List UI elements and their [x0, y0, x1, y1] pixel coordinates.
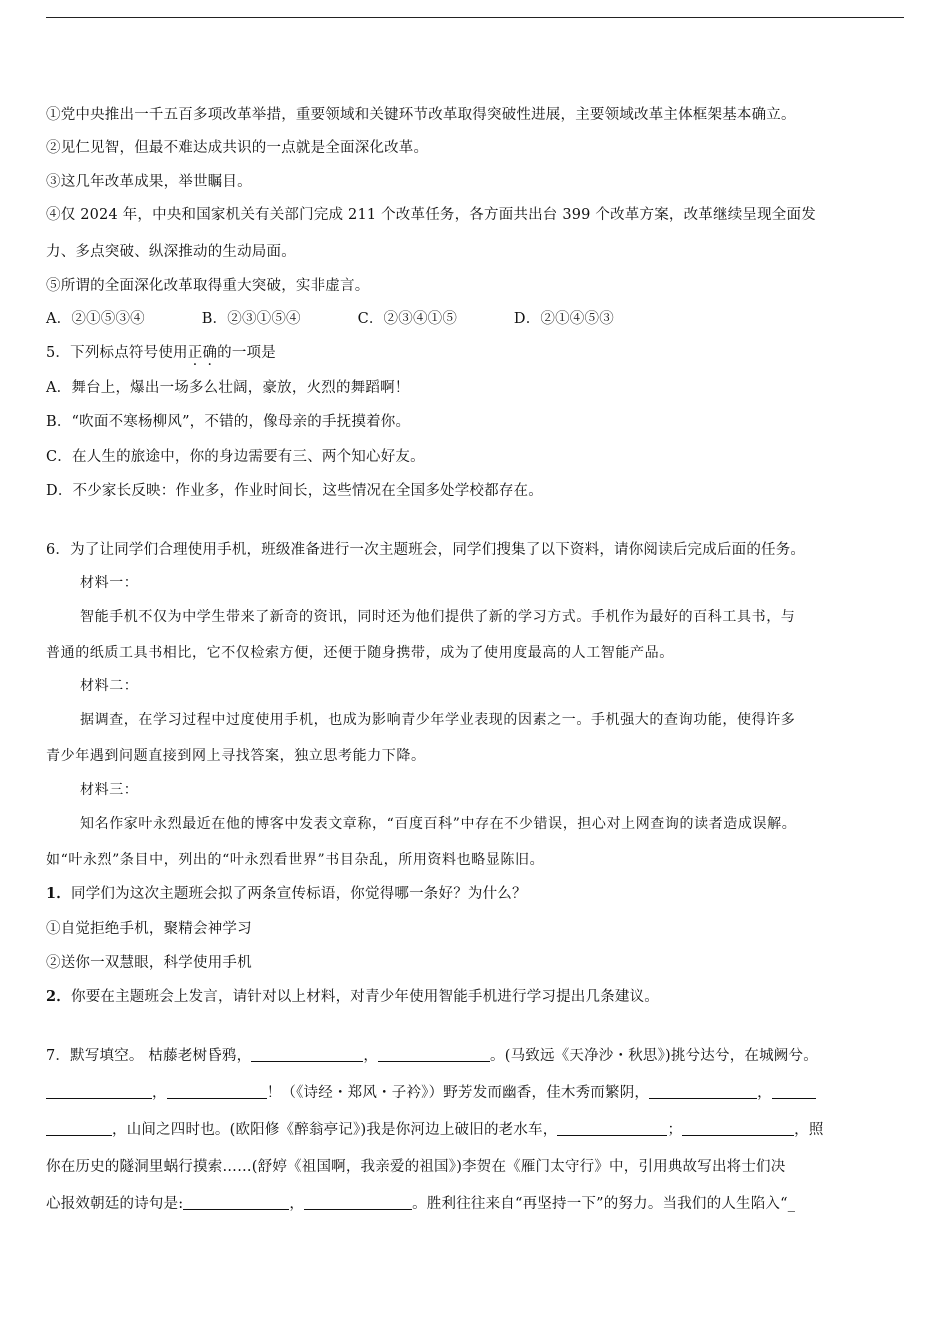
q6-material-2-line-2: 青少年遇到问题直接到网上寻找答案，独立思考能力下降。 [46, 748, 426, 764]
q6-material-3-line-1: 知名作家叶永烈最近在他的博客中发表文章称，“百度百科”中存在不少错误，担心对上网查询的读者造成误解。 [80, 816, 797, 832]
fill-blank[interactable] [183, 1195, 289, 1210]
q6-task-2 [46, 985, 659, 1006]
q6-slogan-1: ①自觉拒绝手机，聚精会神学习 [46, 921, 252, 937]
q7-line-3 [46, 1118, 824, 1139]
q7-l2-a: ， [152, 1085, 167, 1101]
q5-stem-before: 5．下列标点符号使用 [46, 345, 188, 361]
q6-task-2-number: 2． [46, 988, 71, 1005]
q7-l5-c: 。胜利往往来自“再坚持一下”的努力。当我们的人生陷入“ [412, 1196, 788, 1212]
q4-option-d: D．②①④⑤③ [513, 311, 614, 327]
q7-line-5 [46, 1192, 795, 1213]
fill-blank[interactable] [167, 1084, 267, 1099]
fill-blank[interactable] [46, 1121, 112, 1136]
q6-task-1 [46, 882, 527, 903]
q6-material-1-title: 材料一： [80, 575, 139, 591]
q6-material-3-title: 材料三： [80, 782, 139, 798]
q6-slogan-2: ②送你一双慧眼，科学使用手机 [46, 955, 252, 971]
q6-material-1-line-1: 智能手机不仅为中学生带来了新奇的资讯，同时还为他们提供了新的学习方式。手机作为最好的百科工具书，与 [80, 609, 796, 625]
q5-option-c: C．在人生的旅途中，你的身边需要有三、两个知心好友。 [46, 449, 425, 465]
q5-option-b: B．“吹面不寒杨柳风”，不错的，像母亲的手抚摸着你。 [46, 414, 411, 430]
q7-l1-b: ， [363, 1048, 379, 1064]
q7-line-1 [46, 1044, 818, 1065]
q4-item-4-cont: 力、多点突破、纵深推动的生动局面。 [46, 244, 296, 260]
q7-l1-c: 。(马致远《天净沙・秋思》)挑兮达兮，在城阙兮。 [490, 1048, 818, 1064]
fill-blank[interactable] [557, 1121, 667, 1136]
fill-blank[interactable] [682, 1121, 794, 1136]
q5-stem-after: 的一项是 [217, 345, 276, 361]
q6-stem: 6．为了让同学们合理使用手机，班级准备进行一次主题班会，同学们搜集了以下资料，请你阅读后完成后面的任务。 [46, 542, 806, 558]
fill-blank[interactable] [304, 1195, 412, 1210]
q7-l5-b: ， [289, 1196, 305, 1212]
q4-option-c: C．②③④①⑤ [357, 311, 458, 327]
fill-blank[interactable] [251, 1047, 363, 1062]
q5-option-a: A．舞台上，爆出一场多么壮阔，豪放，火烈的舞蹈啊！ [46, 380, 410, 396]
fill-blank[interactable] [772, 1084, 816, 1099]
q4-item-5: ⑤所谓的全面深化改革取得重大突破，实非虚言。 [46, 278, 370, 294]
q6-task-2-text: 你要在主题班会上发言，请针对以上材料，对青少年使用智能手机进行学习提出几条建议。 [71, 989, 659, 1005]
fill-blank[interactable] [46, 1084, 152, 1099]
q6-material-3-line-2: 如“叶永烈”条目中，列出的“叶永烈看世界”书目杂乱，所用资料也略显陈旧。 [46, 852, 545, 868]
q7-line-2 [46, 1081, 816, 1102]
header-rule [46, 17, 904, 18]
q5-option-d: D．不少家长反映：作业多，作业时间长，这些情况在全国多处学校都存在。 [46, 483, 543, 499]
q7-l5-a: 心报效朝廷的诗句是: [46, 1196, 184, 1212]
q4-item-4: ④仅 2024 年，中央和国家机关有关部门完成 211 个改革任务，各方面共出台 399 个改革方案，改革继续呈现全面发 [46, 207, 816, 223]
q5-stem-emph-1: 正 [187, 345, 203, 361]
q7-l2-c: ， [757, 1085, 772, 1101]
q5-stem [46, 341, 276, 362]
q7-l5-d: _ [787, 1196, 796, 1212]
q7-l1-a: 7．默写填空。 枯藤老树昏鸦， [46, 1048, 252, 1064]
q6-material-2-title: 材料二： [80, 678, 139, 694]
q4-item-2: ②见仁见智，但最不难达成共识的一点就是全面深化改革。 [46, 140, 429, 156]
q6-material-1-line-2: 普通的纸质工具书相比，它不仅检索方便，还便于随身携带，成为了使用度最高的人工智能产品。 [46, 645, 674, 661]
q7-line-4: 你在历史的隧洞里蜗行摸索……(舒婷《祖国啊，我亲爱的祖国》)李贺在《雁门太守行》中，引用典故写出将士们决 [46, 1159, 786, 1175]
q4-options [46, 307, 614, 328]
fill-blank[interactable] [378, 1047, 490, 1062]
fill-blank[interactable] [649, 1084, 757, 1099]
q7-l3-c: ，照 [794, 1122, 824, 1138]
q5-stem-emph-2: 确 [202, 345, 218, 361]
q6-material-2-line-1: 据调查，在学习过程中过度使用手机，也成为影响青少年学业表现的因素之一。手机强大的查询功能，使得许多 [80, 712, 796, 728]
q4-item-1: ①党中央推出一千五百多项改革举措，重要领域和关键环节改革取得突破性进展，主要领域改革主体框架基本确立。 [46, 107, 796, 123]
q7-l3-b: ； [667, 1122, 683, 1138]
q6-task-1-text: 同学们为这次主题班会拟了两条宣传标语，你觉得哪一条好？为什么？ [71, 886, 527, 902]
q7-l3-a: ，山间之四时也。(欧阳修《醉翁亭记》)我是你河边上破旧的老水车， [112, 1122, 558, 1138]
q4-option-b: B．②③①⑤④ [201, 311, 301, 327]
q6-task-1-number: 1． [46, 885, 71, 902]
q4-item-3: ③这几年改革成果，举世瞩目。 [46, 174, 252, 190]
q7-l2-b: ！（《诗经・郑风・子衿》）野芳发而幽香，佳木秀而繁阴， [266, 1085, 650, 1101]
q4-option-a: A．②①⑤③④ [46, 311, 145, 327]
